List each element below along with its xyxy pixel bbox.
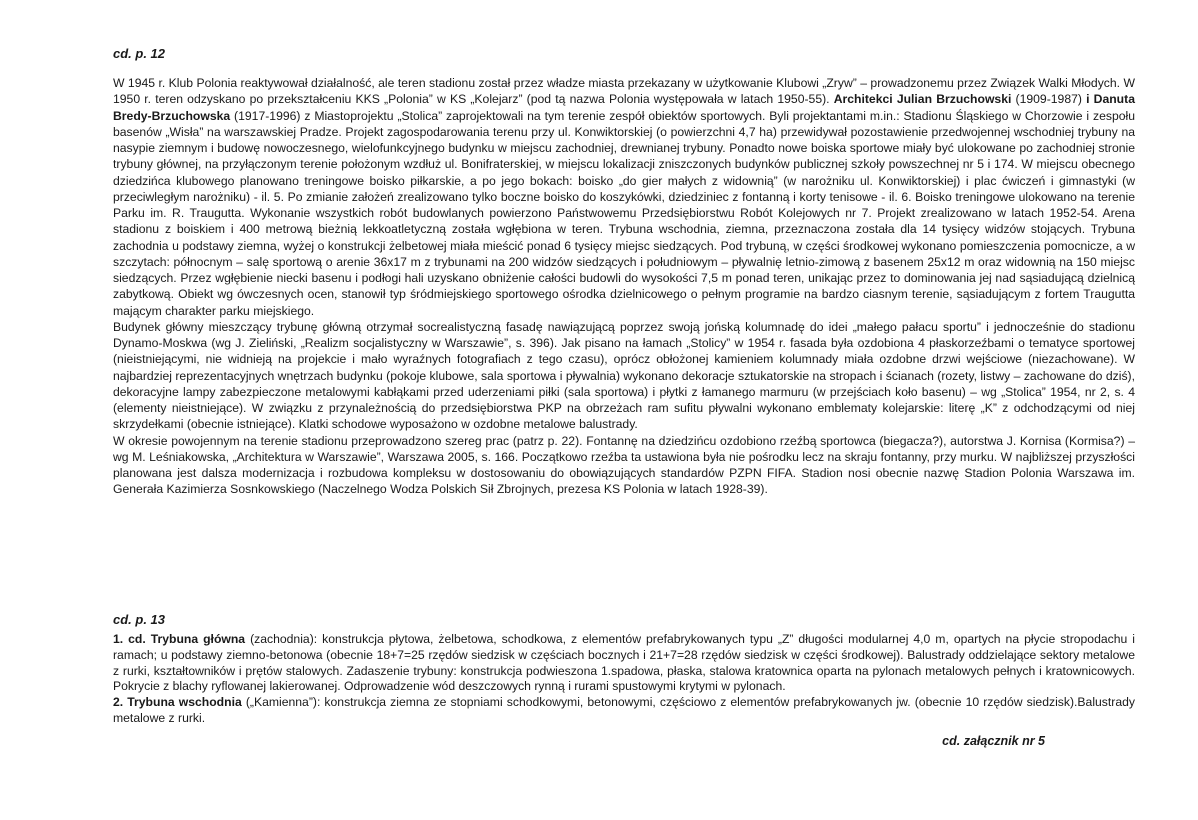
p1-text-b: (1909-1987) [1011, 92, 1087, 107]
continued-note: cd. załącznik nr 5 [942, 734, 1045, 748]
section-12-paragraph-3: W okresie powojennym na terenie stadionu przeprowadzono szereg prac (patrz p. 22). Fontannę na dziedzińcu ozdobiono rzeźbą sportowca (biegacza?), autorstwa J. Kornisa (Kormisa?) – wg M. Leśniakowska, „Architektura w Warszawie”, Warszawa 2005, s. 166. Początkowo rzeźba ta ustawiona była nie pośrodku lecz na skraju fontanny, przy murku. W najbliższej przyszłości planowana jest dalsza modernizacja i rozbudowa kompleksu w dostosowaniu do obowiązujących standardów PZPN FIFA. Stadion nosi obecnie nazwę Stadion Polonia Warszawa im. Generała Kazimierza Sosnkowskiego (Naczelnego Wodza Polskich Sił Zbrojnych, prezesa KS Polonia w latach 1928-39). [113, 433, 1135, 497]
architects-name: Architekci Julian Brzuchowski [833, 92, 1012, 107]
section-13-item-1 [113, 632, 1135, 695]
second-architect-name: i Danuta Bredy-Brzuchowska [113, 92, 1135, 123]
item-1-label: 1. cd. Trybuna główna [113, 632, 246, 646]
section-12-paragraph-1 [113, 75, 1135, 319]
section-13-heading: cd. p. 13 [113, 612, 166, 627]
item-2-text: („Kamienna”): konstrukcja ziemna ze stopniami schodkowymi, betonowymi, częściowo z elementów prefabrykowanych jw. (obecnie 10 rzędów siedzisk).Balustrady metalowe z rurki. [113, 695, 1135, 725]
item-2-label: 2. Trybuna wschodnia [113, 695, 242, 710]
item-1-text: (zachodnia): konstrukcja płytowa, żelbetowa, schodkowa, z elementów prefabrykowanych typu „Z” długości modularnej 4,0 m, opartych na płycie stropodachu i ramach; u podstawy ziemno-betonowa (obecnie 18+7=25 rzędów siedzisk w częściach bocznych i 21+7=28 rzędów siedzisk w części środkowej). Balustrady oddzielające sektory metalowe z rurki, kształtowników i prętów stalowych. Zadaszenie trybuny: konstrukcja podwieszona 1.spadowa, płaska, stalowa kratownica oparta na pylonach metalowych pełnych i kratownicowych. Pokrycie z blachy ryflowanej lakierowanej. Odprowadzenie wód deszczowych rynną i rurami spustowymi krytymi w pylonach. [113, 632, 1135, 694]
p1-text-c: (1917-1996) z Miastoprojektu „Stolica” zaprojektowali na tym terenie zespół obiektów sportowych. Byli projektantami m.in.: Stadionu Śląskiego w Chorzowie i zespołu basenów „Wisła” na warszawskiej Pradze. Projekt zagospodarowania terenu przy ul. Konwiktorskiej (o powierzchni 4,7 ha) przewidywał pozostawienie przedwojennej wschodniej trybuny na nasypie ziemnym i budowę nowoczesnego, wielofunkcyjnego budynku w miejscu zachodniej, drewnianej trybuny. Ponadto nowe boiska sportowe miały być ulokowane po zachodniej stronie trybuny głównej, na przyłączonym terenie położonym wzdłuż ul. Bonifraterskiej, w miejscu lokalizacji zniszczonych budynków publicznej szkoły powszechnej nr 5 i 174. W miejscu obecnego dziedzińca klubowego planowano treningowe boisko piłkarskie, a po jego bokach: boisko „do gier małych z widownią” (w narożniku ul. Konwiktorskiej) i plac ćwiczeń i gimnastyki (w przeciwległym narożniku) - il. 5. Po zmianie założeń zrealizowano tylko boczne boisko do koszykówki, dziedziniec z fontanną i korty tenisowe - il. 6. Boisko treningowe ulokowano na terenie Parku im. R. Traugutta. Wykonanie wszystkich robót budowlanych powierzono Państwowemu Przedsiębiorstwu Robót Kolejowych nr 7. Projekt zrealizowano w latach 1952-54. Arena stadionu z boiskiem i 400 metrową bieżnią lekkoatletyczną została wgłębiona w teren. Trybuna wschodnia, ziemna, przeznaczona została dla 14 tysięcy widzów stojących. Trybuna zachodnia u podstawy ziemna, wyżej o konstrukcji żelbetowej miała mieścić ponad 6 tysięcy miejsc siedzących. Pod trybuną, w części środkowej wykonano pomieszczenia pomocnicze, a w szczytach: północnym – salę sportową o arenie 36x17 m z trybunami na 200 widzów siedzących i południowym – pływalnię letnio-zimową z basenem 25x12 m oraz widownią na 150 miejsc siedzących. Przez wgłębienie niecki basenu i podłogi hali uzyskano obniżenie całości budowli do wysokości 7,5 m ponad teren, unikając przez to dominowania jej nad sąsiadującą dzielnicą zabytkową. Obiekt wg ówczesnych ocen, stanowił typ śródmiejskiego sportowego ośrodka dzielnicowego o pełnym programie na bardzo ciasnym terenie, sąsiadującym z fortem Traugutta mającym charakter parku miejskiego. [113, 108, 1135, 318]
section-12-heading: cd. p. 12 [113, 46, 166, 61]
section-12-paragraph-2: Budynek główny mieszczący trybunę główną otrzymał socrealistyczną fasadę nawiązującą poprzez swoją jońską kolumnadę do idei „małego pałacu sportu” i jednocześnie do stadionu Dynamo-Moskwa (wg J. Zieliński, „Realizm socjalistyczny w Warszawie”, s. 396). Jak pisano na łamach „Stolicy” w 1954 r. fasada była ozdobiona 4 płaskorzeźbami o tematyce sportowej (nieistniejącymi, nie widnieją na projekcie i mało wyraźnych fotografiach z tego czasu), oprócz obłożonej kamieniem kolumnady miała ozdobne drzwi wejściowe (niezachowane). W najbardziej reprezentacyjnych wnętrzach budynku (pokoje klubowe, sala sportowa i pływalnia) wykonano dekoracje sztukatorskie na stropach i ścianach (rozety, listwy – zachowane do dziś), dekoracyjne lampy zabezpieczone metalowymi kabłąkami przed uderzeniami piłki (sala sportowa) i płytki z łamanego marmuru (w przejściach koło basenu) – wg „Stolica” 1954, nr 2, s. 4 (elementy nieistniejące). W związku z przynależnością do przedsiębiorstwa PKP na obrzeżach ram sufitu pływalni wykonano emblematy kolejarskie: literę „K” z odchodzącymi od niej skrzydełkami (obecnie istniejące). Klatki schodowe wyposażono w ozdobne metalowe balustrady. [113, 319, 1135, 432]
section-12-body [113, 75, 1135, 498]
section-13-body [113, 632, 1135, 727]
p1-text-a: W 1945 r. Klub Polonia reaktywował działalność, ale teren stadionu został przez władze miasta przekazany w użytkowanie Klubowi „Zryw” – prowadzonemu przez Związek Walki Młodych. W 1950 r. teren odzyskano po przekształceniu KKS „Polonia” w KS „Kolejarz” (pod tą nazwa Polonia występowała w latach 1950-55). [113, 76, 1135, 107]
section-13-item-2 [113, 695, 1135, 727]
